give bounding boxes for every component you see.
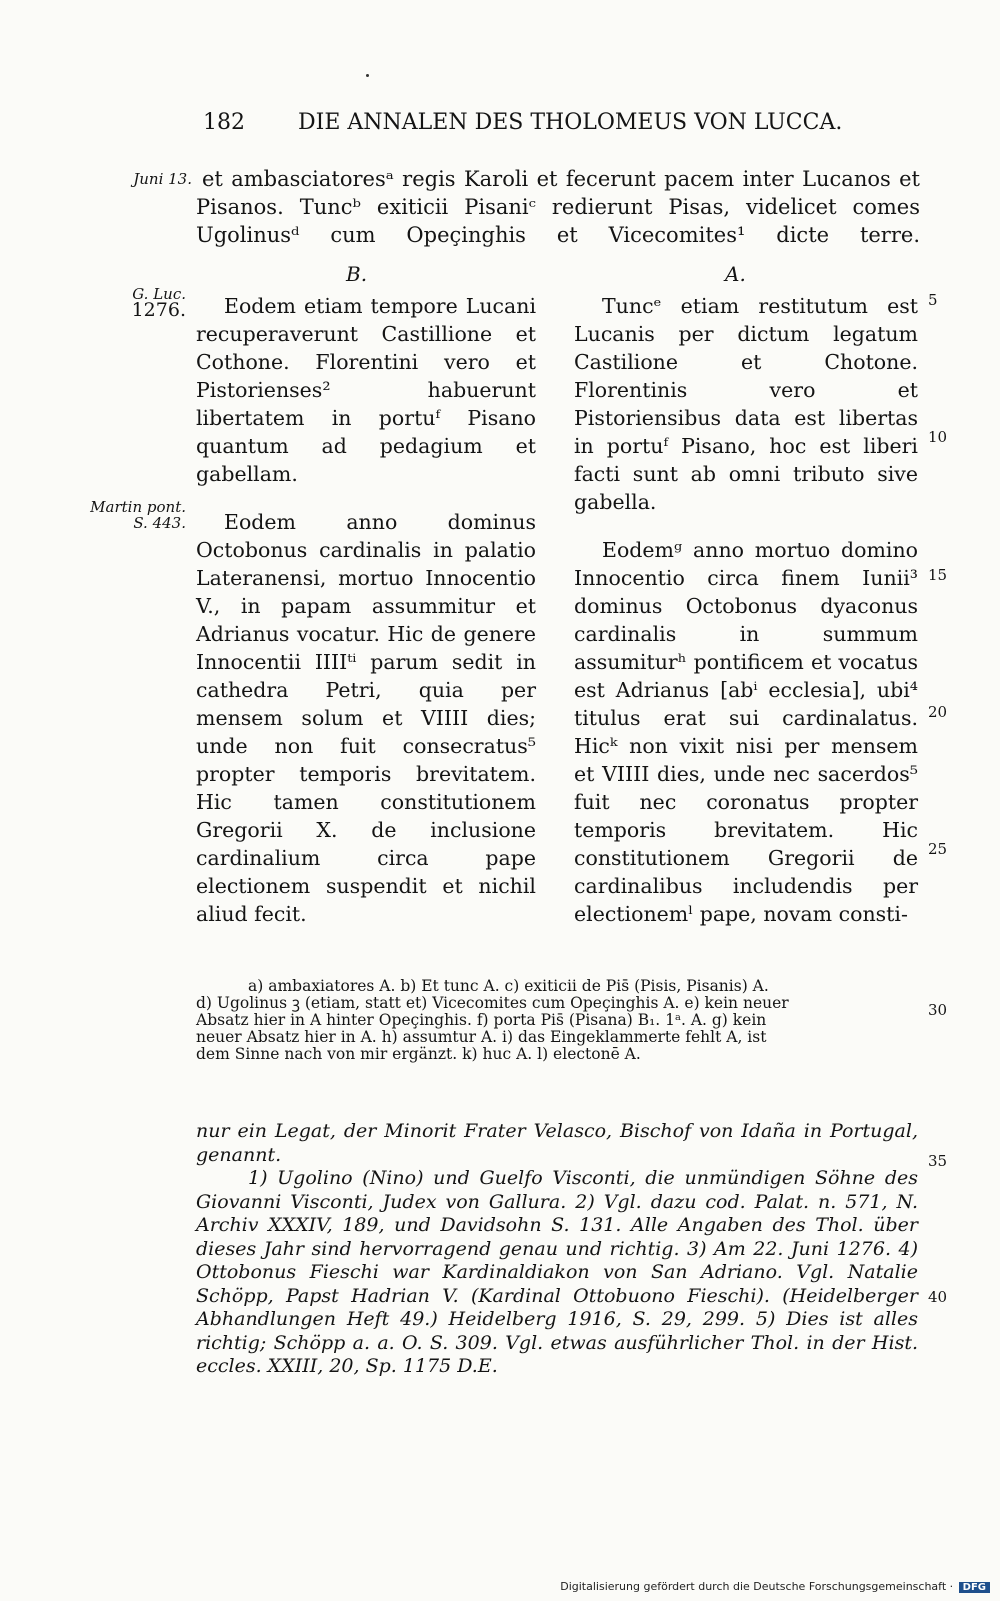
commentary-notes-list: 1) Ugolino (Nino) und Guelfo Visconti, die unmündigen Söhne des Giovanni Visconti, Judex von Gallura. 2) Vgl. dazu cod. Palat. n. 571, N. Archiv XXXIV, 189, und Davidsohn S. 131. Alle Angaben des Thol. über dieses Jahr sind hervorragend genau und richtig. 3) Am 22. Juni 1276. 4) Ottobonus Fieschi war Kardinaldiakon von San Adriano. Vgl. Natalie Schöpp, Papst Hadrian V. (Kardinal Ottobuono Fieschi). (Heidelberger Abhandlungen Heft 49.) Heidelberg 1916, S. 29, 299. 5) Dies ist alles richtig; Schöpp a. a. O. S. 309. Vgl. etwas ausführlicher Thol. in der Hist. eccles. XXIII, 20, Sp. 1175 D.E. xyxy=(196,1167,918,1377)
textual-footnotes xyxy=(196,978,918,1063)
footnote-line-4: neuer Absatz hier in A. h) assumtur A. i) das Eingeklammerte fehlt A, ist xyxy=(196,1028,767,1046)
speck-mark xyxy=(366,74,369,77)
line-number: 35 xyxy=(928,1152,948,1170)
column-a-title: A. xyxy=(725,262,746,286)
footnote-line-3: Absatz hier in A hinter Opeçinghis. f) porta Pis̄ (Pisana) B₁. 1ᵃ. A. g) kein xyxy=(196,1011,767,1029)
column-b-paragraph-1: Eodem etiam tempore Lucani recuperaverunt Castillione et Cothone. Florentini vero et Pistorienses² habuerunt libertatem in portuᶠ Pisano quantum ad pedagium et gabellam. xyxy=(196,294,536,486)
column-b-paragraph-2: Eodem anno dominus Octobonus cardinalis in palatio Lateranensi, mortuo Innocentio V., in papam assummitur et Adrianus vocatur. Hic de genere Innocentii IIIIᵗⁱ parum sedit in cathedra Petri, quia per mensem solum et VIIII dies; unde non fuit consecratus⁵ propter temporis brevitatem. Hic tamen constitutionem Gregorii X. de inclusione cardinalium circa pape electionem suspendit et nichil aliud fecit. xyxy=(196,510,536,926)
commentary-notes xyxy=(196,1120,918,1379)
intro-line-2: Pisanos. Tuncᵇ exiticii Pisaniᶜ redierunt Pisas, videlicet comes xyxy=(196,195,920,219)
credit-text: Digitalisierung gefördert durch die Deutsche Forschungsgemeinschaft · xyxy=(560,1580,954,1593)
column-a xyxy=(574,292,918,928)
margin-note-g-luc-label: G. Luc. xyxy=(132,285,186,303)
digitization-credit xyxy=(560,1580,990,1593)
column-b xyxy=(196,292,536,928)
footnote-line-2: d) Ugolinus ꝫ (etiam, statt et) Vicecomites cum Opeçinghis A. e) kein neuer xyxy=(196,994,789,1012)
line-number: 5 xyxy=(928,291,938,309)
line-number: 40 xyxy=(928,1288,948,1306)
commentary-continuation: nur ein Legat, der Minorit Frater Velasco, Bischof von Idaña in Portugal, genannt. xyxy=(196,1120,918,1166)
line-number: 20 xyxy=(928,703,948,721)
line-number: 30 xyxy=(928,1001,948,1019)
margin-note-g-luc xyxy=(110,285,186,321)
column-a-paragraph-2: Eodemᵍ anno mortuo domino Innocentio circa finem Iunii³ dominus Octobonus dyaconus cardinalis in summum assumiturʰ pontificem et vocatus est Adrianus [abⁱ ecclesia], ubi⁴ titulus erat sui cardinalatus. Hicᵏ non vixit nisi per mensem et VIIII dies, unde nec sacerdos⁵ fuit nec coronatus propter temporis brevitatem. Hic constitutionem Gregorii de cardinalibus includendis per electionemˡ pape, novam consti- xyxy=(574,538,918,926)
intro-line-3: Ugolinusᵈ cum Opeçinghis et Vicecomites¹ dicte terre. xyxy=(196,223,920,247)
margin-note-martin-page: S. 443. xyxy=(133,514,186,532)
margin-note-g-luc-year: 1276. xyxy=(131,299,186,321)
line-number: 10 xyxy=(928,428,948,446)
page-header xyxy=(203,110,842,135)
line-number: 15 xyxy=(928,566,948,584)
intro-text xyxy=(120,165,920,249)
footnote-line-1: a) ambaxiatores A. b) Et tunc A. c) exiticii de Pis̄ (Pisis, Pisanis) A. xyxy=(248,977,769,995)
footnote-line-5: dem Sinne nach von mir ergänzt. k) huc A. l) electonē A. xyxy=(196,1045,641,1063)
page-number: 182 xyxy=(203,110,245,135)
column-b-title: B. xyxy=(346,262,368,286)
margin-note-martin xyxy=(78,499,186,531)
line-number: 25 xyxy=(928,840,948,858)
dfg-logo: DFG xyxy=(959,1582,990,1593)
intro-line-1: et ambasciatoresᵃ regis Karoli et fecerunt pacem inter Lucanos et xyxy=(202,167,920,191)
column-a-paragraph-1: Tuncᵉ etiam restitutum est Lucanis per dictum legatum Castilione et Chotone. Florentinis vero et Pistoriensibus data est libertas in portuᶠ Pisano, hoc est liberi facti sunt ab omni tributo sive gabella. xyxy=(574,294,918,514)
running-title: DIE ANNALEN DES THOLOMEUS VON LUCCA. xyxy=(298,110,843,135)
margin-note-martin-label: Martin pont. xyxy=(90,498,186,516)
margin-note-date: Juni 13. xyxy=(133,170,192,188)
